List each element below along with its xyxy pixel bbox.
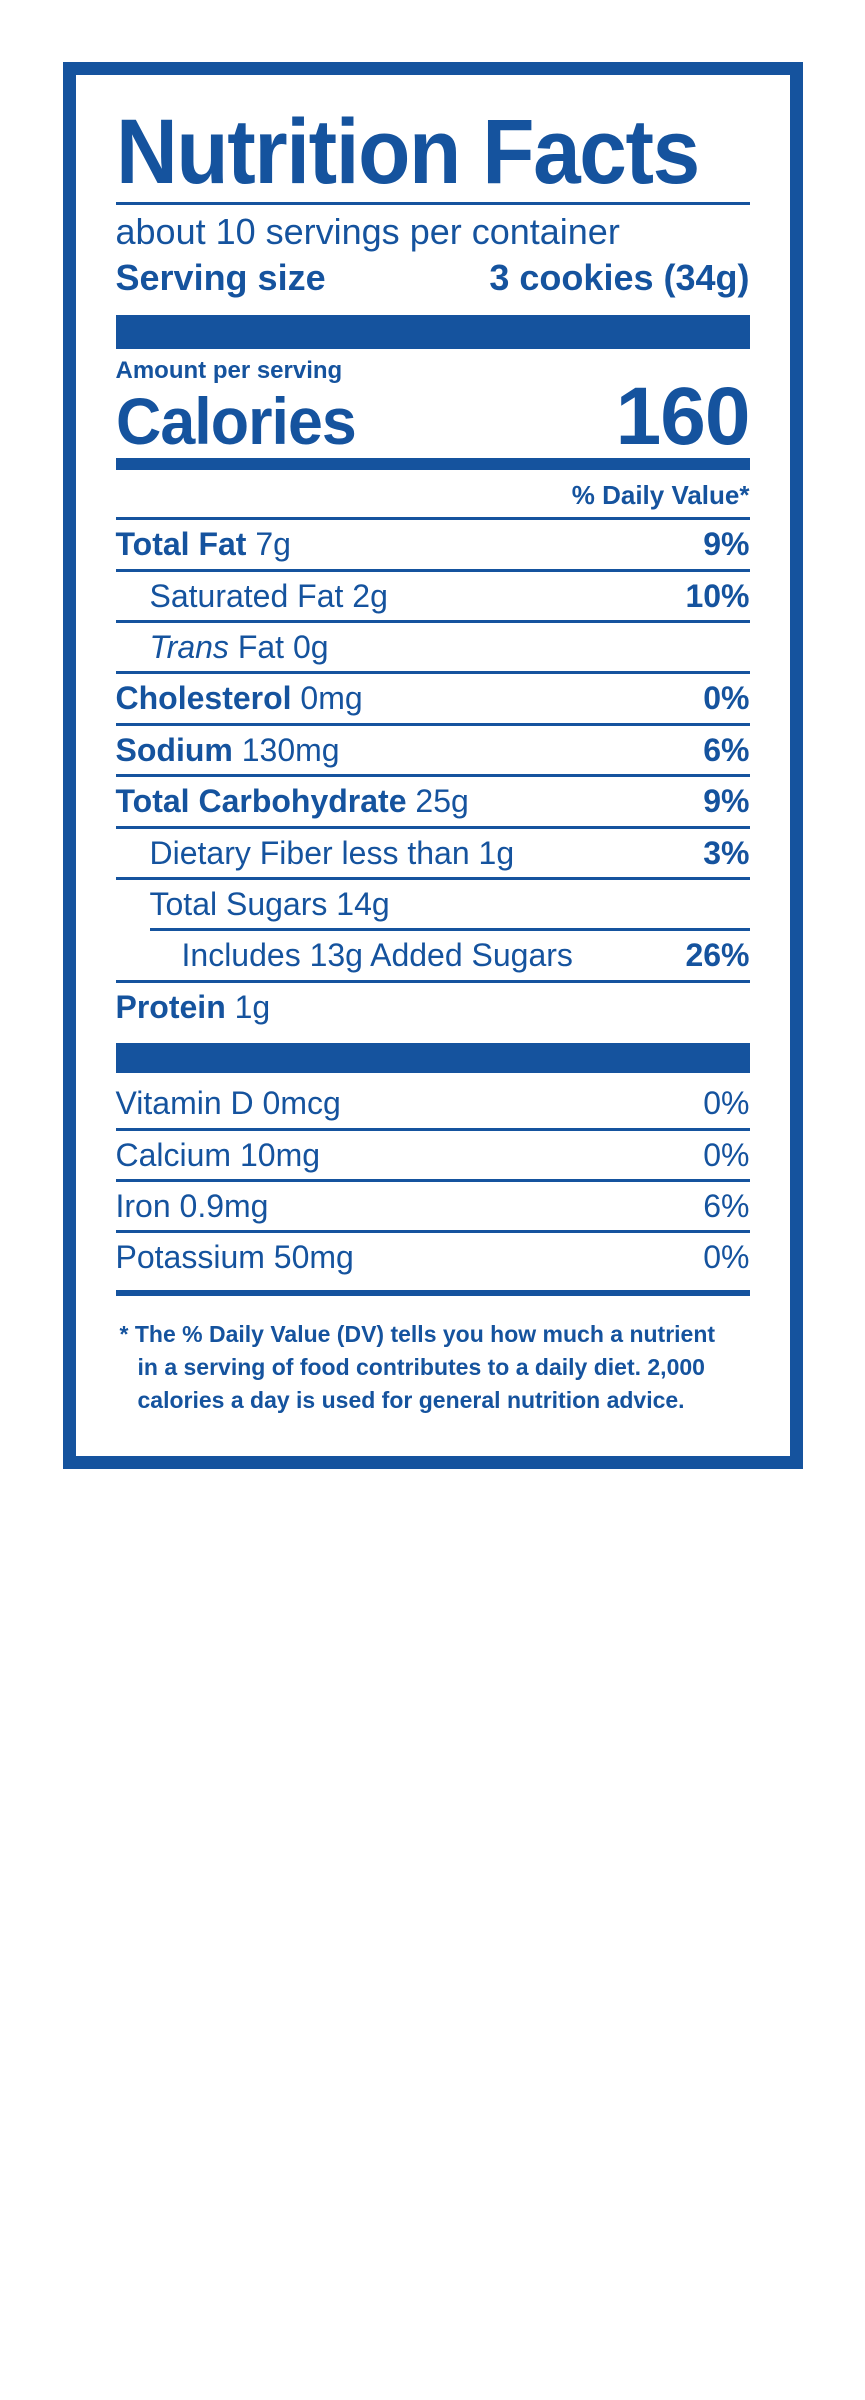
nutrient-row-sodium — [116, 726, 750, 774]
nutrient-amount-saturated-fat: 2g — [352, 577, 388, 614]
nutrient-row-dietary-fiber — [116, 829, 750, 877]
nutrient-row-cholesterol — [116, 674, 750, 722]
nutrition-facts-inner — [98, 97, 768, 1434]
nutrient-row-protein — [116, 983, 750, 1031]
servings-per-container: about 10 servings per container — [115, 211, 620, 253]
nutrient-name-total-sugars: Total Sugars — [149, 885, 328, 922]
vitamin-dv-calcium: 0% — [703, 1136, 750, 1173]
nutrient-name-dietary-fiber: Dietary Fiber — [149, 834, 333, 871]
vitamin-row-iron — [116, 1182, 750, 1230]
divider-footnote — [116, 1290, 750, 1296]
nutrient-dv-saturated-fat: 10% — [685, 577, 750, 614]
vitamin-dv-iron: 6% — [703, 1187, 750, 1224]
nutrient-dv-cholesterol: 0% — [703, 680, 750, 717]
nutrient-amount-protein: 1g — [234, 988, 271, 1025]
vitamin-name-calcium: Calcium 10mg — [115, 1136, 321, 1173]
vitamin-dv-vitamin-d: 0% — [703, 1085, 750, 1122]
page-title: Nutrition Facts — [115, 101, 699, 203]
calories-label: Calories — [115, 384, 356, 459]
nutrient-name-added-sugars: Includes 13g Added Sugars — [181, 937, 573, 974]
nutrient-amount-sodium: 130mg — [241, 731, 340, 768]
nutrient-dv-total-carbohydrate: 9% — [703, 783, 750, 820]
nutrient-row-total-fat — [116, 520, 750, 568]
calories-value: 160 — [615, 370, 750, 462]
nutrient-name-sodium: Sodium — [115, 731, 233, 768]
serving-size-label: Serving size — [115, 256, 326, 298]
vitamin-name-vitamin-d: Vitamin D 0mcg — [115, 1085, 341, 1122]
nutrient-amount-total-fat: 7g — [255, 526, 291, 563]
footnote — [116, 1304, 750, 1420]
daily-value-header: % Daily Value* — [571, 480, 750, 511]
divider-thick-calories — [116, 315, 750, 349]
vitamin-dv-potassium: 0% — [703, 1239, 750, 1276]
nutrient-dv-total-fat: 9% — [703, 526, 750, 563]
vitamin-row-vitamin-d — [116, 1079, 750, 1127]
nutrient-name-total-carbohydrate: Total Carbohydrate — [115, 783, 407, 820]
vitamin-name-potassium: Potassium 50mg — [115, 1239, 354, 1276]
nutrient-row-saturated-fat — [116, 572, 750, 620]
nutrient-row-trans-fat — [116, 623, 750, 671]
vitamin-row-calcium — [116, 1131, 750, 1179]
divider-thick-vitamins — [116, 1043, 750, 1073]
nutrient-name-protein: Protein — [115, 988, 226, 1025]
nutrient-name-trans-fat: Trans — [149, 629, 229, 665]
nutrient-amount-cholesterol: 0mg — [300, 680, 363, 717]
footnote-line-2: in a serving of food contributes to a daily diet. 2,000 — [137, 1354, 705, 1381]
vitamin-row-potassium — [116, 1233, 750, 1281]
nutrient-amount-trans-fat: Fat 0g — [237, 629, 329, 665]
nutrient-row-added-sugars — [116, 931, 750, 979]
nutrient-amount-total-carbohydrate: 25g — [415, 783, 469, 820]
nutrient-dv-added-sugars: 26% — [685, 937, 750, 974]
serving-size-value: 3 cookies (34g) — [489, 256, 750, 298]
nutrient-row-total-sugars — [116, 880, 750, 928]
nutrient-name-saturated-fat: Saturated Fat — [149, 577, 344, 614]
vitamin-name-iron: Iron 0.9mg — [115, 1187, 269, 1224]
nutrient-row-total-carbohydrate — [116, 777, 750, 825]
nutrient-amount-dietary-fiber: less than 1g — [341, 834, 515, 871]
nutrient-dv-dietary-fiber: 3% — [703, 834, 750, 871]
footnote-line-3: calories a day is used for general nutrition advice. — [137, 1387, 685, 1414]
nutrient-dv-sodium: 6% — [703, 731, 750, 768]
serving-size-row — [116, 255, 750, 305]
footnote-line-1: * The % Daily Value (DV) tells you how much a nutrient — [119, 1320, 716, 1347]
nutrient-name-total-fat: Total Fat — [115, 526, 247, 563]
nutrition-facts-panel — [63, 62, 803, 1469]
nutrient-name-cholesterol: Cholesterol — [115, 680, 292, 717]
amount-per-serving-label: Amount per serving — [115, 356, 343, 384]
nutrient-amount-total-sugars: 14g — [336, 885, 390, 922]
